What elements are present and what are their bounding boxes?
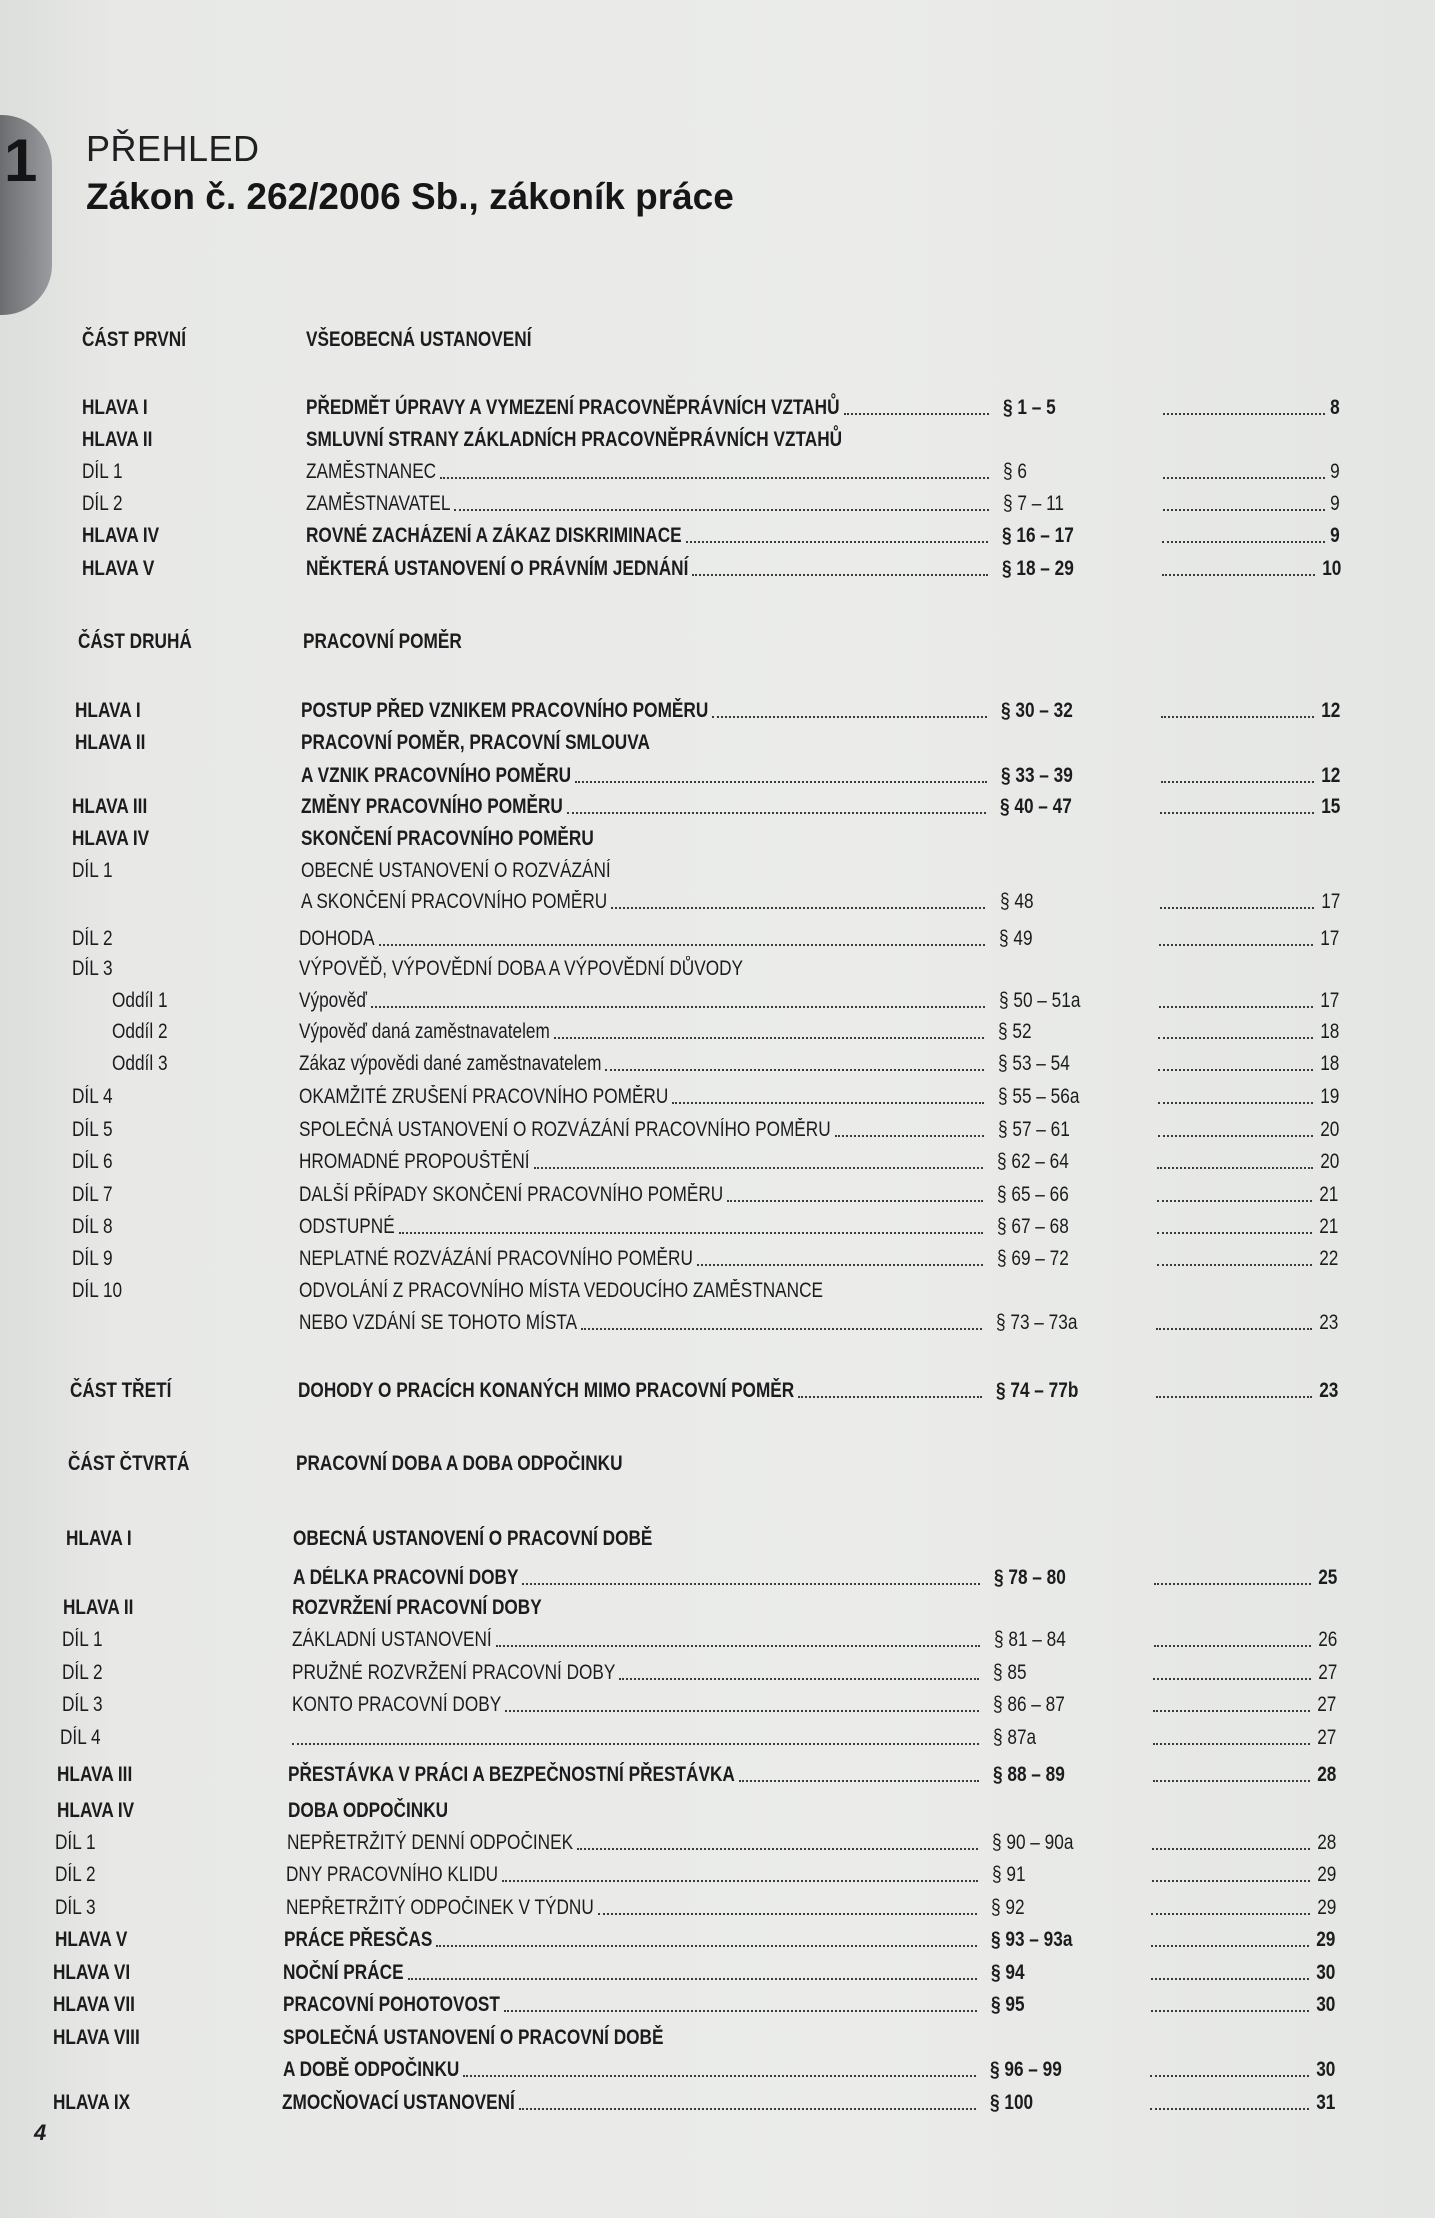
dot-leader [1158, 1037, 1313, 1039]
toc-entry-title: NEPLATNÉ ROZVÁZÁNÍ PRACOVNÍHO POMĚRU [299, 1247, 693, 1270]
toc-entry [0, 1861, 1435, 1891]
toc-entry-title: NEPŘETRŽITÝ ODPOČINEK V TÝDNU [286, 1896, 594, 1919]
dot-leader [1157, 1264, 1313, 1266]
toc-entry-title: SPOLEČNÁ USTANOVENÍ O ROZVÁZÁNÍ PRACOVNÍHO POMĚRU [299, 1118, 831, 1141]
toc-entry-title: DNY PRACOVNÍHO KLIDU [286, 1863, 499, 1886]
toc-entry-page: 9 [1329, 460, 1340, 483]
toc-entry [0, 1626, 1435, 1656]
toc-entry-title: SKONČENÍ PRACOVNÍHO POMĚRU [301, 827, 594, 850]
toc-entry-page: 20 [1319, 1150, 1339, 1173]
toc-entry-label: HLAVA V [82, 557, 155, 580]
toc-entry-page: 12 [1321, 699, 1341, 722]
toc-entry-page: 8 [1330, 396, 1340, 419]
dot-leader [1153, 1710, 1310, 1712]
toc-entry-title: SPOLEČNÁ USTANOVENÍ O PRACOVNÍ DOBĚ [283, 2026, 664, 2049]
toc-entry-label: HLAVA IV [72, 827, 150, 850]
dot-leader [1157, 1167, 1312, 1169]
toc-entry-page: 31 [1316, 2091, 1336, 2114]
toc-entry-label: DÍL 1 [72, 859, 113, 882]
toc-entry-title: PRUŽNÉ ROZVRŽENÍ PRACOVNÍ DOBY [292, 1661, 616, 1684]
toc-entry-title: NEPŘETRŽITÝ DENNÍ ODPOČINEK [287, 1831, 574, 1854]
toc-entry-section: § 18 – 29 [1002, 557, 1074, 580]
dot-leader [1159, 1006, 1313, 1008]
dot-leader [1160, 812, 1314, 814]
dot-leader [1157, 1232, 1312, 1234]
dot-leader [1161, 716, 1314, 718]
dot-leader [1157, 1200, 1312, 1202]
dot-leader [1162, 574, 1315, 576]
toc-entry-section: § 96 – 99 [990, 2058, 1063, 2081]
toc-entry-label: DÍL 1 [55, 1831, 96, 1854]
toc-entry [0, 729, 1435, 759]
dot-leader [1152, 1880, 1310, 1882]
toc-entry-title: ODSTUPNÉ [299, 1215, 395, 1238]
toc-entry-title: DALŠÍ PŘÍPADY SKONČENÍ PRACOVNÍHO POMĚRU [299, 1183, 724, 1206]
overview-label: PŘEHLED [86, 128, 260, 169]
toc-entry [0, 1450, 1435, 1480]
page-title: Zákon č. 262/2006 Sb., zákoník práce [86, 176, 734, 217]
toc-entry [0, 1761, 1435, 1791]
toc-entry [0, 1018, 1435, 1048]
toc-entry-section: § 40 – 47 [1000, 795, 1073, 818]
toc-entry [0, 1797, 1435, 1827]
toc-entry-page: 29 [1316, 1928, 1336, 1951]
toc-entry-title: ZMĚNY PRACOVNÍHO POMĚRU [301, 795, 563, 818]
dot-leader [1150, 2075, 1309, 2077]
toc-entry-title: ZAMĚSTNANEC [306, 460, 437, 483]
toc-entry [0, 1148, 1435, 1178]
toc-entry-label: HLAVA II [75, 731, 146, 754]
toc-entry-page: 26 [1317, 1628, 1338, 1651]
toc-entry-label: DÍL 5 [72, 1118, 113, 1141]
dot-leader [1153, 1678, 1310, 1680]
toc-entry [0, 1050, 1435, 1080]
dot-leader [1160, 907, 1314, 909]
toc-entry-label: Oddíl 3 [112, 1052, 168, 1075]
toc-entry-label: HLAVA I [75, 699, 141, 722]
toc-entry [0, 987, 1435, 1017]
toc-entry [0, 426, 1435, 456]
toc-entry [0, 955, 1435, 985]
toc-entry [0, 1926, 1435, 1956]
toc-entry-section: § 94 [990, 1961, 1025, 1984]
toc-entry-title: HROMADNÉ PROPOUŠTĚNÍ [299, 1150, 530, 1173]
toc-entry [0, 555, 1435, 585]
dot-leader [712, 716, 987, 718]
toc-entry [0, 762, 1435, 792]
dot-leader [1158, 1102, 1313, 1104]
toc-entry-page: 28 [1317, 1831, 1337, 1854]
toc-entry-label: DÍL 6 [72, 1150, 113, 1173]
dot-leader [519, 2108, 976, 2110]
toc-entry [0, 2056, 1435, 2086]
toc-entry-page: 30 [1316, 1993, 1336, 2016]
toc-entry-label: ČÁST TŘETÍ [70, 1379, 172, 1402]
toc-entry-title: OBECNÁ USTANOVENÍ O PRACOVNÍ DOBĚ [293, 1527, 653, 1550]
toc-entry-title: NEBO VZDÁNÍ SE TOHOTO MÍSTA [299, 1311, 578, 1334]
toc-entry-page: 18 [1320, 1020, 1340, 1043]
dot-leader [1150, 2108, 1309, 2110]
toc-entry-label: ČÁST ČTVRTÁ [68, 1452, 190, 1475]
toc-entry [0, 825, 1435, 855]
toc-entry-title: ODVOLÁNÍ Z PRACOVNÍHO MÍSTA VEDOUCÍHO ZAMĚSTNANCE [299, 1279, 824, 1302]
toc-entry-label: DÍL 2 [82, 492, 123, 515]
toc-entry [0, 1083, 1435, 1113]
toc-entry [0, 1116, 1435, 1146]
toc-entry-label: DÍL 10 [72, 1279, 123, 1302]
toc-entry-page: 29 [1316, 1896, 1336, 1919]
toc-entry-page: 21 [1319, 1215, 1339, 1238]
toc-entry-label: HLAVA III [57, 1763, 133, 1786]
dot-leader [598, 1913, 978, 1915]
toc-entry-section: § 93 – 93a [991, 1928, 1073, 1951]
dot-leader [436, 1945, 977, 1947]
dot-leader [454, 509, 988, 511]
toc-entry-section: § 62 – 64 [997, 1150, 1070, 1173]
toc-entry-section: § 33 – 39 [1000, 764, 1073, 787]
dot-leader [672, 1102, 984, 1104]
toc-entry-label: HLAVA VI [53, 1961, 131, 1984]
toc-entry-section: § 91 [991, 1863, 1026, 1886]
toc-entry [0, 925, 1435, 955]
toc-entry-section: § 87a [992, 1726, 1036, 1749]
toc-entry-title: OKAMŽITÉ ZRUŠENÍ PRACOVNÍHO POMĚRU [299, 1085, 669, 1108]
toc-entry [0, 793, 1435, 823]
toc-entry-label: HLAVA VIII [53, 2026, 140, 2049]
dot-leader [1161, 781, 1315, 783]
dot-leader [1156, 1328, 1312, 1330]
toc-entry-page: 30 [1316, 1961, 1336, 1984]
dot-leader [408, 1978, 977, 1980]
toc-entry-section: § 7 – 11 [1002, 492, 1064, 515]
toc-entry-title: PRACOVNÍ POHOTOVOST [283, 1993, 500, 2016]
dot-leader [463, 2075, 976, 2077]
toc-entry-page: 23 [1319, 1311, 1339, 1334]
toc-entry-label: DÍL 3 [62, 1693, 103, 1716]
toc-entry-section: § 95 [990, 1993, 1025, 2016]
dot-leader [611, 907, 985, 909]
dot-leader [1151, 2010, 1309, 2012]
toc-entry-section: § 88 – 89 [992, 1763, 1065, 1786]
dot-leader [575, 781, 986, 783]
toc-entry-title: VÝPOVĚĎ, VÝPOVĚDNÍ DOBA A VÝPOVĚDNÍ DŮVODY [299, 957, 744, 980]
toc-entry-title: SMLUVNÍ STRANY ZÁKLADNÍCH PRACOVNĚPRÁVNÍCH VZTAHŮ [306, 428, 843, 451]
toc-entry-label: ČÁST DRUHÁ [78, 630, 192, 653]
toc-entry-section: § 16 – 17 [1002, 524, 1075, 547]
dot-leader [440, 477, 989, 479]
dot-leader [1153, 1743, 1310, 1745]
toc-entry-page: 29 [1316, 1863, 1337, 1886]
dot-leader [1163, 477, 1325, 479]
toc-entry [0, 1594, 1435, 1624]
toc-entry-page: 28 [1317, 1763, 1337, 1786]
toc-entry-label: HLAVA I [82, 396, 148, 419]
toc-entry-page: 9 [1329, 524, 1340, 547]
toc-entry-page: 10 [1322, 557, 1342, 580]
toc-entry-label: DÍL 4 [60, 1726, 101, 1749]
toc-entry-page: 27 [1317, 1726, 1337, 1749]
dot-leader [1163, 413, 1325, 415]
toc-entry-label: DÍL 4 [72, 1085, 113, 1108]
toc-entry-section: § 69 – 72 [996, 1247, 1069, 1270]
dot-leader [1163, 509, 1325, 511]
toc-entry-section: § 100 [989, 2091, 1034, 2114]
toc-entry-title: DOHODY O PRACÍCH KONANÝCH MIMO PRACOVNÍ POMĚR [298, 1379, 795, 1402]
toc-entry-label: HLAVA II [63, 1596, 134, 1619]
dot-leader [1154, 1583, 1311, 1585]
toc-entry-title: A DOBĚ ODPOČINKU [283, 2058, 460, 2081]
dot-leader [739, 1780, 979, 1782]
toc-entry-section: § 6 [1002, 460, 1027, 483]
toc-entry-page: 15 [1321, 795, 1341, 818]
toc-entry [0, 1959, 1435, 1989]
dot-leader [798, 1396, 981, 1398]
toc-entry-title: ZÁKLADNÍ USTANOVENÍ [292, 1628, 492, 1651]
toc-entry-section: § 90 – 90a [992, 1831, 1074, 1854]
toc-entry-label: HLAVA V [55, 1928, 128, 1951]
toc-entry [0, 1659, 1435, 1689]
dot-leader [1156, 1396, 1312, 1398]
toc-entry-title: ROZVRŽENÍ PRACOVNÍ DOBY [292, 1596, 542, 1619]
toc-entry-label: HLAVA III [72, 795, 148, 818]
toc-entry [0, 1377, 1435, 1407]
toc-entry-label: HLAVA VII [53, 1993, 135, 2016]
toc-entry-label: HLAVA IX [53, 2091, 131, 2114]
toc-entry-label: DÍL 2 [62, 1661, 103, 1684]
toc-entry-label: HLAVA IV [82, 524, 160, 547]
toc-entry [0, 326, 1435, 356]
toc-entry-page: 12 [1321, 764, 1341, 787]
toc-entry [0, 1213, 1435, 1243]
toc-entry-section: § 30 – 32 [1001, 699, 1073, 722]
toc-entry-title: Výpověď [299, 989, 368, 1012]
dot-leader [844, 413, 990, 415]
dot-leader [554, 1037, 985, 1039]
toc-entry-title: ZMOCŇOVACÍ USTANOVENÍ [282, 2091, 515, 2114]
toc-entry-label: DÍL 8 [72, 1215, 113, 1238]
toc-entry-title: PRACOVNÍ POMĚR [303, 630, 462, 653]
toc-entry-page: 20 [1319, 1118, 1340, 1141]
toc-entry-label: DÍL 7 [72, 1183, 113, 1206]
dot-leader [835, 1135, 984, 1137]
dot-leader [605, 1069, 984, 1071]
toc-entry [0, 394, 1435, 424]
toc-entry-title: DOHODA [299, 927, 375, 950]
toc-entry [0, 697, 1435, 727]
toc-entry-label: DÍL 1 [82, 460, 123, 483]
dot-leader [1158, 1069, 1313, 1071]
toc-entry-section: § 1 – 5 [1003, 396, 1057, 419]
toc-entry-page: 17 [1320, 890, 1340, 913]
dot-leader [1153, 1780, 1311, 1782]
toc-entry [0, 888, 1435, 918]
toc-entry [0, 1724, 1435, 1754]
toc-entry-section: § 67 – 68 [996, 1215, 1069, 1238]
toc-entry [0, 1277, 1435, 1307]
toc-entry-label: DÍL 9 [72, 1247, 113, 1270]
toc-entry-page: 9 [1329, 492, 1340, 515]
dot-leader [522, 1583, 980, 1585]
toc-entry-title: A VZNIK PRACOVNÍHO POMĚRU [301, 764, 572, 787]
toc-entry-label: DÍL 2 [72, 927, 113, 950]
toc-entry-label: DÍL 1 [62, 1628, 103, 1651]
dot-leader [1154, 1645, 1311, 1647]
dot-leader [496, 1645, 980, 1647]
toc-entry-title: NOČNÍ PRÁCE [283, 1961, 404, 1984]
toc-entry-title: KONTO PRACOVNÍ DOBY [292, 1693, 502, 1716]
toc-entry-label: HLAVA II [82, 428, 153, 451]
toc-entry-section: § 92 [991, 1896, 1026, 1919]
toc-entry-page: 25 [1318, 1566, 1338, 1589]
toc-entry-label: HLAVA IV [57, 1799, 135, 1822]
toc-entry-section: § 73 – 73a [996, 1311, 1078, 1334]
toc-entry-page: 18 [1320, 1052, 1340, 1075]
toc-entry-label: DÍL 2 [55, 1863, 96, 1886]
toc-entry-page: 30 [1316, 2058, 1336, 2081]
dot-leader [1151, 1945, 1309, 1947]
dot-leader [692, 574, 988, 576]
toc-entry-title: Výpověď daná zaměstnavatelem [299, 1020, 550, 1043]
toc-entry-label: Oddíl 1 [112, 989, 168, 1012]
dot-leader [727, 1200, 983, 1202]
toc-entry-page: 27 [1317, 1693, 1337, 1716]
toc-entry-title: PRACOVNÍ POMĚR, PRACOVNÍ SMLOUVA [301, 731, 650, 754]
toc-entry-label: Oddíl 2 [112, 1020, 168, 1043]
toc-entry [0, 2024, 1435, 2054]
dot-leader [619, 1678, 979, 1680]
toc-entry [0, 1564, 1435, 1594]
toc-entry [0, 1181, 1435, 1211]
toc-entry-title: PŘEDMĚT ÚPRAVY A VYMEZENÍ PRACOVNĚPRÁVNÍCH VZTAHŮ [306, 396, 840, 419]
toc-entry-page: 22 [1319, 1247, 1339, 1270]
toc-entry-section: § 65 – 66 [997, 1183, 1069, 1206]
toc-entry [0, 2089, 1435, 2119]
toc-entry [0, 490, 1435, 520]
toc-entry-title: POSTUP PŘED VZNIKEM PRACOVNÍHO POMĚRU [301, 699, 709, 722]
toc-entry [0, 458, 1435, 488]
toc-entry-page: 27 [1317, 1661, 1337, 1684]
toc-entry-title: PŘESTÁVKA V PRÁCI A BEZPEČNOSTNÍ PŘESTÁVKA [288, 1763, 735, 1786]
toc-entry [0, 1691, 1435, 1721]
toc-entry [0, 522, 1435, 552]
dot-leader [1152, 1848, 1310, 1850]
toc-entry-section: § 50 – 51a [998, 989, 1081, 1012]
dot-leader [567, 812, 986, 814]
toc-entry-section: § 81 – 84 [993, 1628, 1066, 1651]
toc-entry [0, 1894, 1435, 1924]
dot-leader [505, 1710, 979, 1712]
dot-leader [581, 1328, 982, 1330]
toc-entry-section: § 74 – 77b [995, 1379, 1078, 1402]
dot-leader [504, 2010, 977, 2012]
toc-entry-page: 23 [1318, 1379, 1338, 1402]
toc-entry-title: ROVNÉ ZACHÁZENÍ A ZÁKAZ DISKRIMINACE [306, 524, 682, 547]
dot-leader [1151, 1913, 1309, 1915]
toc-entry-title: ZAMĚSTNAVATEL [306, 492, 451, 515]
toc-entry-section: § 85 [993, 1661, 1027, 1684]
page-number: 4 [34, 2120, 47, 2145]
toc-entry-section: § 53 – 54 [998, 1052, 1071, 1075]
toc-entry-section: § 57 – 61 [997, 1118, 1070, 1141]
dot-leader [1158, 1135, 1313, 1137]
dot-leader [697, 1264, 983, 1266]
toc-entry [0, 1991, 1435, 2021]
toc-entry-title: A SKONČENÍ PRACOVNÍHO POMĚRU [301, 890, 608, 913]
toc-entry-section: § 86 – 87 [993, 1693, 1065, 1716]
toc-entry [0, 1309, 1435, 1339]
dot-leader [686, 541, 989, 543]
dot-leader [1159, 944, 1313, 946]
toc-entry-title: PRÁCE PŘESČAS [284, 1928, 433, 1951]
toc-entry [0, 857, 1435, 887]
toc-entry-title: NĚKTERÁ USTANOVENÍ O PRÁVNÍM JEDNÁNÍ [306, 557, 689, 580]
toc-entry-title: VŠEOBECNÁ USTANOVENÍ [306, 328, 532, 351]
toc-entry-title: Zákaz výpovědi dané zaměstnavatelem [299, 1052, 602, 1075]
toc-entry-label: HLAVA I [66, 1527, 132, 1550]
dot-leader [292, 1743, 979, 1745]
dot-leader [534, 1167, 984, 1169]
dot-leader [379, 944, 986, 946]
toc-entry-section: § 55 – 56a [997, 1085, 1080, 1108]
toc-entry [0, 1525, 1435, 1555]
toc-entry-section: § 48 [999, 890, 1034, 913]
toc-entry-title: A DÉLKA PRACOVNÍ DOBY [293, 1566, 519, 1589]
toc-entry-section: § 52 [998, 1020, 1032, 1043]
dot-leader [399, 1232, 983, 1234]
toc-entry-page: 17 [1320, 989, 1340, 1012]
chapter-number: 1 [4, 127, 38, 194]
toc-entry-page: 19 [1320, 1085, 1340, 1108]
toc-entry-page: 17 [1320, 927, 1340, 950]
dot-leader [1151, 1978, 1309, 1980]
toc-entry [0, 628, 1435, 658]
dot-leader [502, 1880, 978, 1882]
toc-entry-title: PRACOVNÍ DOBA A DOBA ODPOČINKU [296, 1452, 623, 1475]
toc-entry-label: DÍL 3 [55, 1896, 96, 1919]
dot-leader [1162, 541, 1324, 543]
toc-entry-section: § 49 [999, 927, 1033, 950]
toc-entry [0, 1245, 1435, 1275]
toc-entry-title: OBECNÉ USTANOVENÍ O ROZVÁZÁNÍ [301, 859, 611, 882]
toc-entry-label: ČÁST PRVNÍ [82, 328, 186, 351]
toc-entry-label: DÍL 3 [72, 957, 113, 980]
toc-entry [0, 1829, 1435, 1859]
toc-entry-page: 21 [1319, 1183, 1339, 1206]
toc-entry-section: § 78 – 80 [994, 1566, 1066, 1589]
dot-leader [371, 1006, 985, 1008]
toc-entry-title: DOBA ODPOČINKU [288, 1799, 449, 1822]
dot-leader [577, 1848, 978, 1850]
